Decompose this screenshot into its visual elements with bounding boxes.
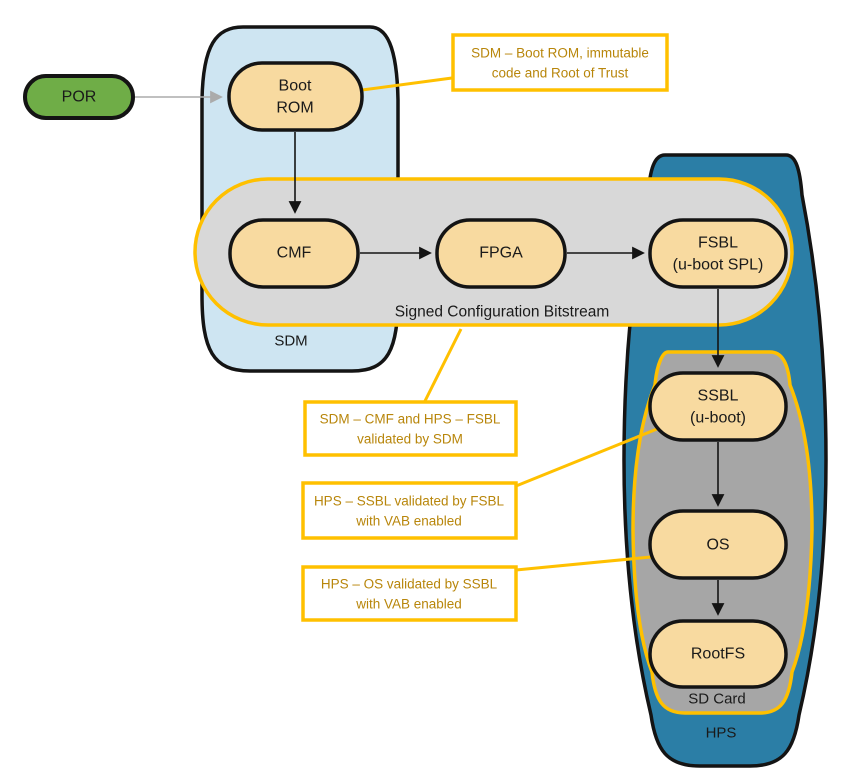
callout-boot-rom: [453, 35, 667, 90]
node-boot-rom-line1: Boot: [278, 77, 312, 95]
sd-card-label: SD Card: [688, 690, 746, 708]
callout-boot-rom-line2: code and Root of Trust: [491, 65, 629, 81]
node-fsbl: [650, 220, 786, 287]
node-fpga-label: FPGA: [479, 244, 523, 262]
node-ssbl-line1: SSBL: [697, 387, 739, 405]
callout-os-line1: HPS – OS validated by SSBL: [320, 576, 498, 592]
node-fpga: [437, 220, 565, 287]
node-fsbl-line1: FSBL: [697, 234, 739, 252]
callout-bitstream-line2: validated by SDM: [357, 431, 463, 447]
callout-bitstream-line1: SDM – CMF and HPS – FSBL: [319, 411, 501, 427]
node-ssbl: [650, 373, 786, 440]
hps-label: HPS: [705, 724, 737, 742]
callout-ssbl-line2: with VAB enabled: [356, 513, 462, 529]
node-por: [25, 76, 133, 118]
node-fsbl-line2: (u-boot SPL): [672, 256, 764, 274]
node-ssbl-line2: (u-boot): [689, 409, 747, 427]
node-rootfs-label: RootFS: [690, 645, 746, 663]
callout-bitstream-leader: [424, 329, 461, 403]
node-os-label: OS: [706, 536, 730, 554]
callout-os: [303, 567, 516, 620]
bitstream-label: Signed Configuration Bitstream: [394, 303, 610, 321]
node-os: [650, 511, 786, 578]
callout-ssbl-line1: HPS – SSBL validated by FSBL: [313, 493, 505, 509]
node-cmf-label: CMF: [276, 244, 312, 262]
callout-ssbl: [303, 483, 516, 538]
node-por-label: POR: [61, 88, 97, 106]
node-cmf: [230, 220, 358, 287]
node-rootfs: [650, 621, 786, 687]
callout-bitstream: [305, 402, 516, 455]
node-boot-rom-line2: ROM: [276, 99, 314, 117]
callout-boot-rom-line1: SDM – Boot ROM, immutable: [471, 45, 649, 61]
node-boot-rom: [229, 63, 362, 130]
callout-os-line2: with VAB enabled: [356, 596, 462, 612]
sdm-label: SDM: [274, 332, 308, 350]
